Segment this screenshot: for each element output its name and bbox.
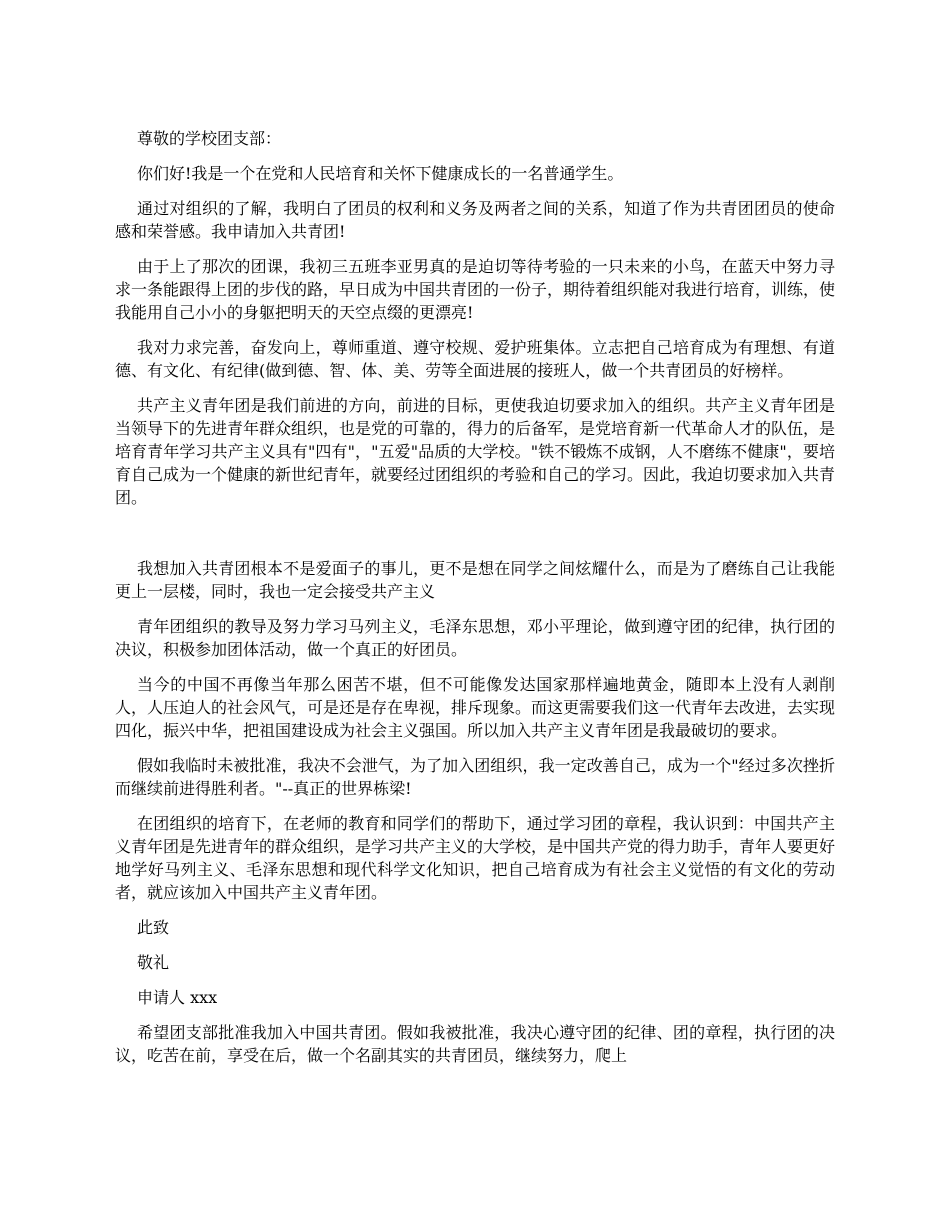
- body-paragraph: 我想加入共青团根本不是爱面子的事儿，更不是想在同学之间炫耀什么，而是为了磨练自己让我能更上一层楼，同时，我也一定会接受共产主义: [115, 559, 835, 601]
- body-paragraph: 在团组织的培育下，在老师的教育和同学们的帮助下，通过学习团的章程，我认识到：中国共产主义青年团是先进青年的群众组织，是学习共产主义的大学校，是中国共产党的得力助手，青年人要更好地学好马列主义、毛泽东思想和现代科学文化知识，把自己培育成为有社会主义觉悟的有文化的劳动者，就应该加入中国共产主义青年团。: [115, 814, 836, 902]
- greeting: 你们好!我是一个在党和人民培育和关怀下健康成长的一名普通学生。: [137, 164, 624, 183]
- body-paragraph: 通过对组织的了解，我明白了团员的权利和义务及两者之间的关系，知道了作为共青团团员的使命感和荣誉感。我申请加入共青团!: [115, 199, 835, 241]
- closing-salute: 敬礼: [137, 953, 170, 972]
- body-paragraph: 假如我临时未被批准，我决不会泄气，为了加入团组织，我一定改善自己，成为一个"经过多次挫折而继续前进得胜利者。"--真正的世界栋梁!: [115, 756, 835, 798]
- body-paragraph: 我对力求完善，奋发向上，尊师重道、遵守校规、爱护班集体。立志把自己培育成为有理想、有道德、有文化、有纪律(做到德、智、体、美、劳等全面进展的接班人，做一个共青团员的好榜样。: [115, 338, 835, 380]
- signature: 申请人 xxx: [137, 988, 218, 1007]
- salutation: 尊敬的学校团支部：: [137, 129, 282, 148]
- closing-regards: 此致: [137, 918, 170, 937]
- document-page: [115, 127, 835, 1079]
- body-paragraph: 青年团组织的教导及努力学习马列主义，毛泽东思想，邓小平理论，做到遵守团的纪律，执行团的决议，积极参加团体活动，做一个真正的好团员。: [115, 617, 835, 659]
- body-paragraph: 当今的中国不再像当年那么困苦不堪，但不可能像发达国家那样遍地黄金，随即本上没有人剥削人，人压迫人的社会风气，可是还是存在卑视，排斥现象。而这更需要我们这一代青年去改进，去实现四化，振兴中华，把祖国建设成为社会主义强国。所以加入共产主义青年团是我最破切的要求。: [115, 675, 836, 740]
- body-paragraph: 由于上了那次的团课，我初三五班李亚男真的是迫切等待考验的一只未来的小鸟，在蓝天中努力寻求一条能跟得上团的步伐的路，早日成为中国共青团的一份子，期待着组织能对我进行培育，训练，使我能用自己小小的身躯把明天的天空点缀的更漂亮!: [115, 257, 836, 322]
- body-paragraph: 共产主义青年团是我们前进的方向，前进的目标，更使我迫切要求加入的组织。共产主义青年团是当领导下的先进青年群众组织，也是党的可靠的，得力的后备军，是党培育新一代革命人才的队伍，是培育青年学习共产主义具有"四有"，"五爱"品质的大学校。"铁不锻炼不成钢，人不磨练不健康"，要培育自己成为一个健康的新世纪青年，就要经过团组织的考验和自己的学习。因此，我迫切要求加入共青团。: [115, 396, 836, 507]
- final-paragraph: 希望团支部批准我加入中国共青团。假如我被批准，我决心遵守团的纪律、团的章程，执行团的决议，吃苦在前，享受在后，做一个名副其实的共青团员，继续努力，爬上: [115, 1023, 835, 1065]
- section-gap: [115, 521, 835, 557]
